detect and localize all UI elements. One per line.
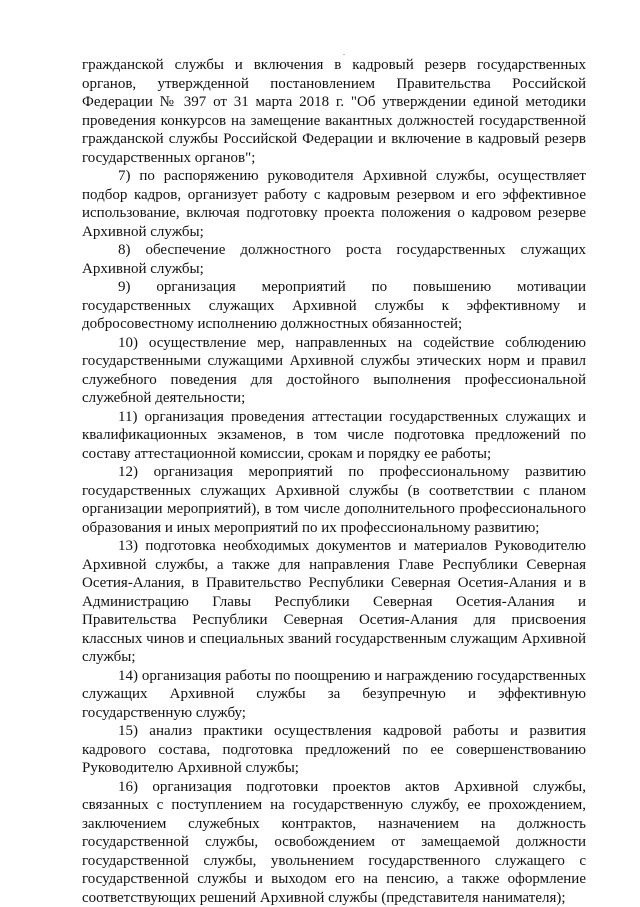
- paragraph-item-16: 16) организация подготовки проектов актов Архивной службы, связанных с поступлением на государственную службу, ее прохождением, заключением служебных контрактов, назначением на должность государственной службы, освобождением от замещаемой должности государственной службы, увольнением государственного служащего с государственной службы и выходом его на пенсию, а также оформление соответствующих решений Архивной службы (представителя нанимателя);: [82, 778, 586, 907]
- paragraph-item-12: 12) организация мероприятий по профессиональному развитию государственных служащих Архивной службы (в соответствии с планом организации мероприятий), в том числе дополнительного профессионального образования и иных мероприятий по их профессиональному развитию;: [82, 463, 586, 537]
- paragraph-item-13: 13) подготовка необходимых документов и материалов Руководителю Архивной службы, а также для направления Главе Республики Северная Осетия-Алания, в Правительство Республики Северная Осетия-Алания и в Администрацию Главы Республики Северная Осетия-Алания и Правительства Республики Северная Осетия-Алания для присвоения классных чинов и специальных званий государственным служащим Архивной службы;: [82, 537, 586, 667]
- paragraph-item-9: 9) организация мероприятий по повышению мотивации государственных служащих Архивной службы к эффективному и добросовестному исполнению должностных обязанностей;: [82, 278, 586, 334]
- paragraph-item-14: 14) организация работы по поощрению и награждению государственных служащих Архивной службы за безупречную и эффективную государственную службу;: [82, 667, 586, 723]
- paragraph-continuation: гражданской службы и включения в кадровый резерв государственных органов, утвержденной постановлением Правительства Российской Федерации № 397 от 31 марта 2018 г. "Об утверждении единой методики проведения конкурсов на замещение вакантных должностей государственной гражданской службы Российской Федерации и включение в кадровый резерв государственных органов";: [82, 56, 586, 167]
- paragraph-item-11: 11) организация проведения аттестации государственных служащих и квалификационных экзаменов, в том числе подготовка предложений по составу аттестационной комиссии, срокам и порядку ее работы;: [82, 408, 586, 464]
- paragraph-item-8: 8) обеспечение должностного роста государственных служащих Архивной службы;: [82, 241, 586, 278]
- document-body: [82, 56, 586, 907]
- paragraph-item-7: 7) по распоряжению руководителя Архивной службы, осуществляет подбор кадров, организует работу с кадровым резервом и его эффективное использование, включая подготовку проекта положения о кадровом резерве Архивной службы;: [82, 167, 586, 241]
- scan-mark: [343, 54, 345, 55]
- paragraph-item-10: 10) осуществление мер, направленных на содействие соблюдению государственными служащими Архивной службы этических норм и правил служебного поведения для достойного выполнения профессиональной служебной деятельности;: [82, 334, 586, 408]
- paragraph-item-15: 15) анализ практики осуществления кадровой работы и развития кадрового состава, подготовка предложений по ее совершенствованию Руководителю Архивной службы;: [82, 722, 586, 778]
